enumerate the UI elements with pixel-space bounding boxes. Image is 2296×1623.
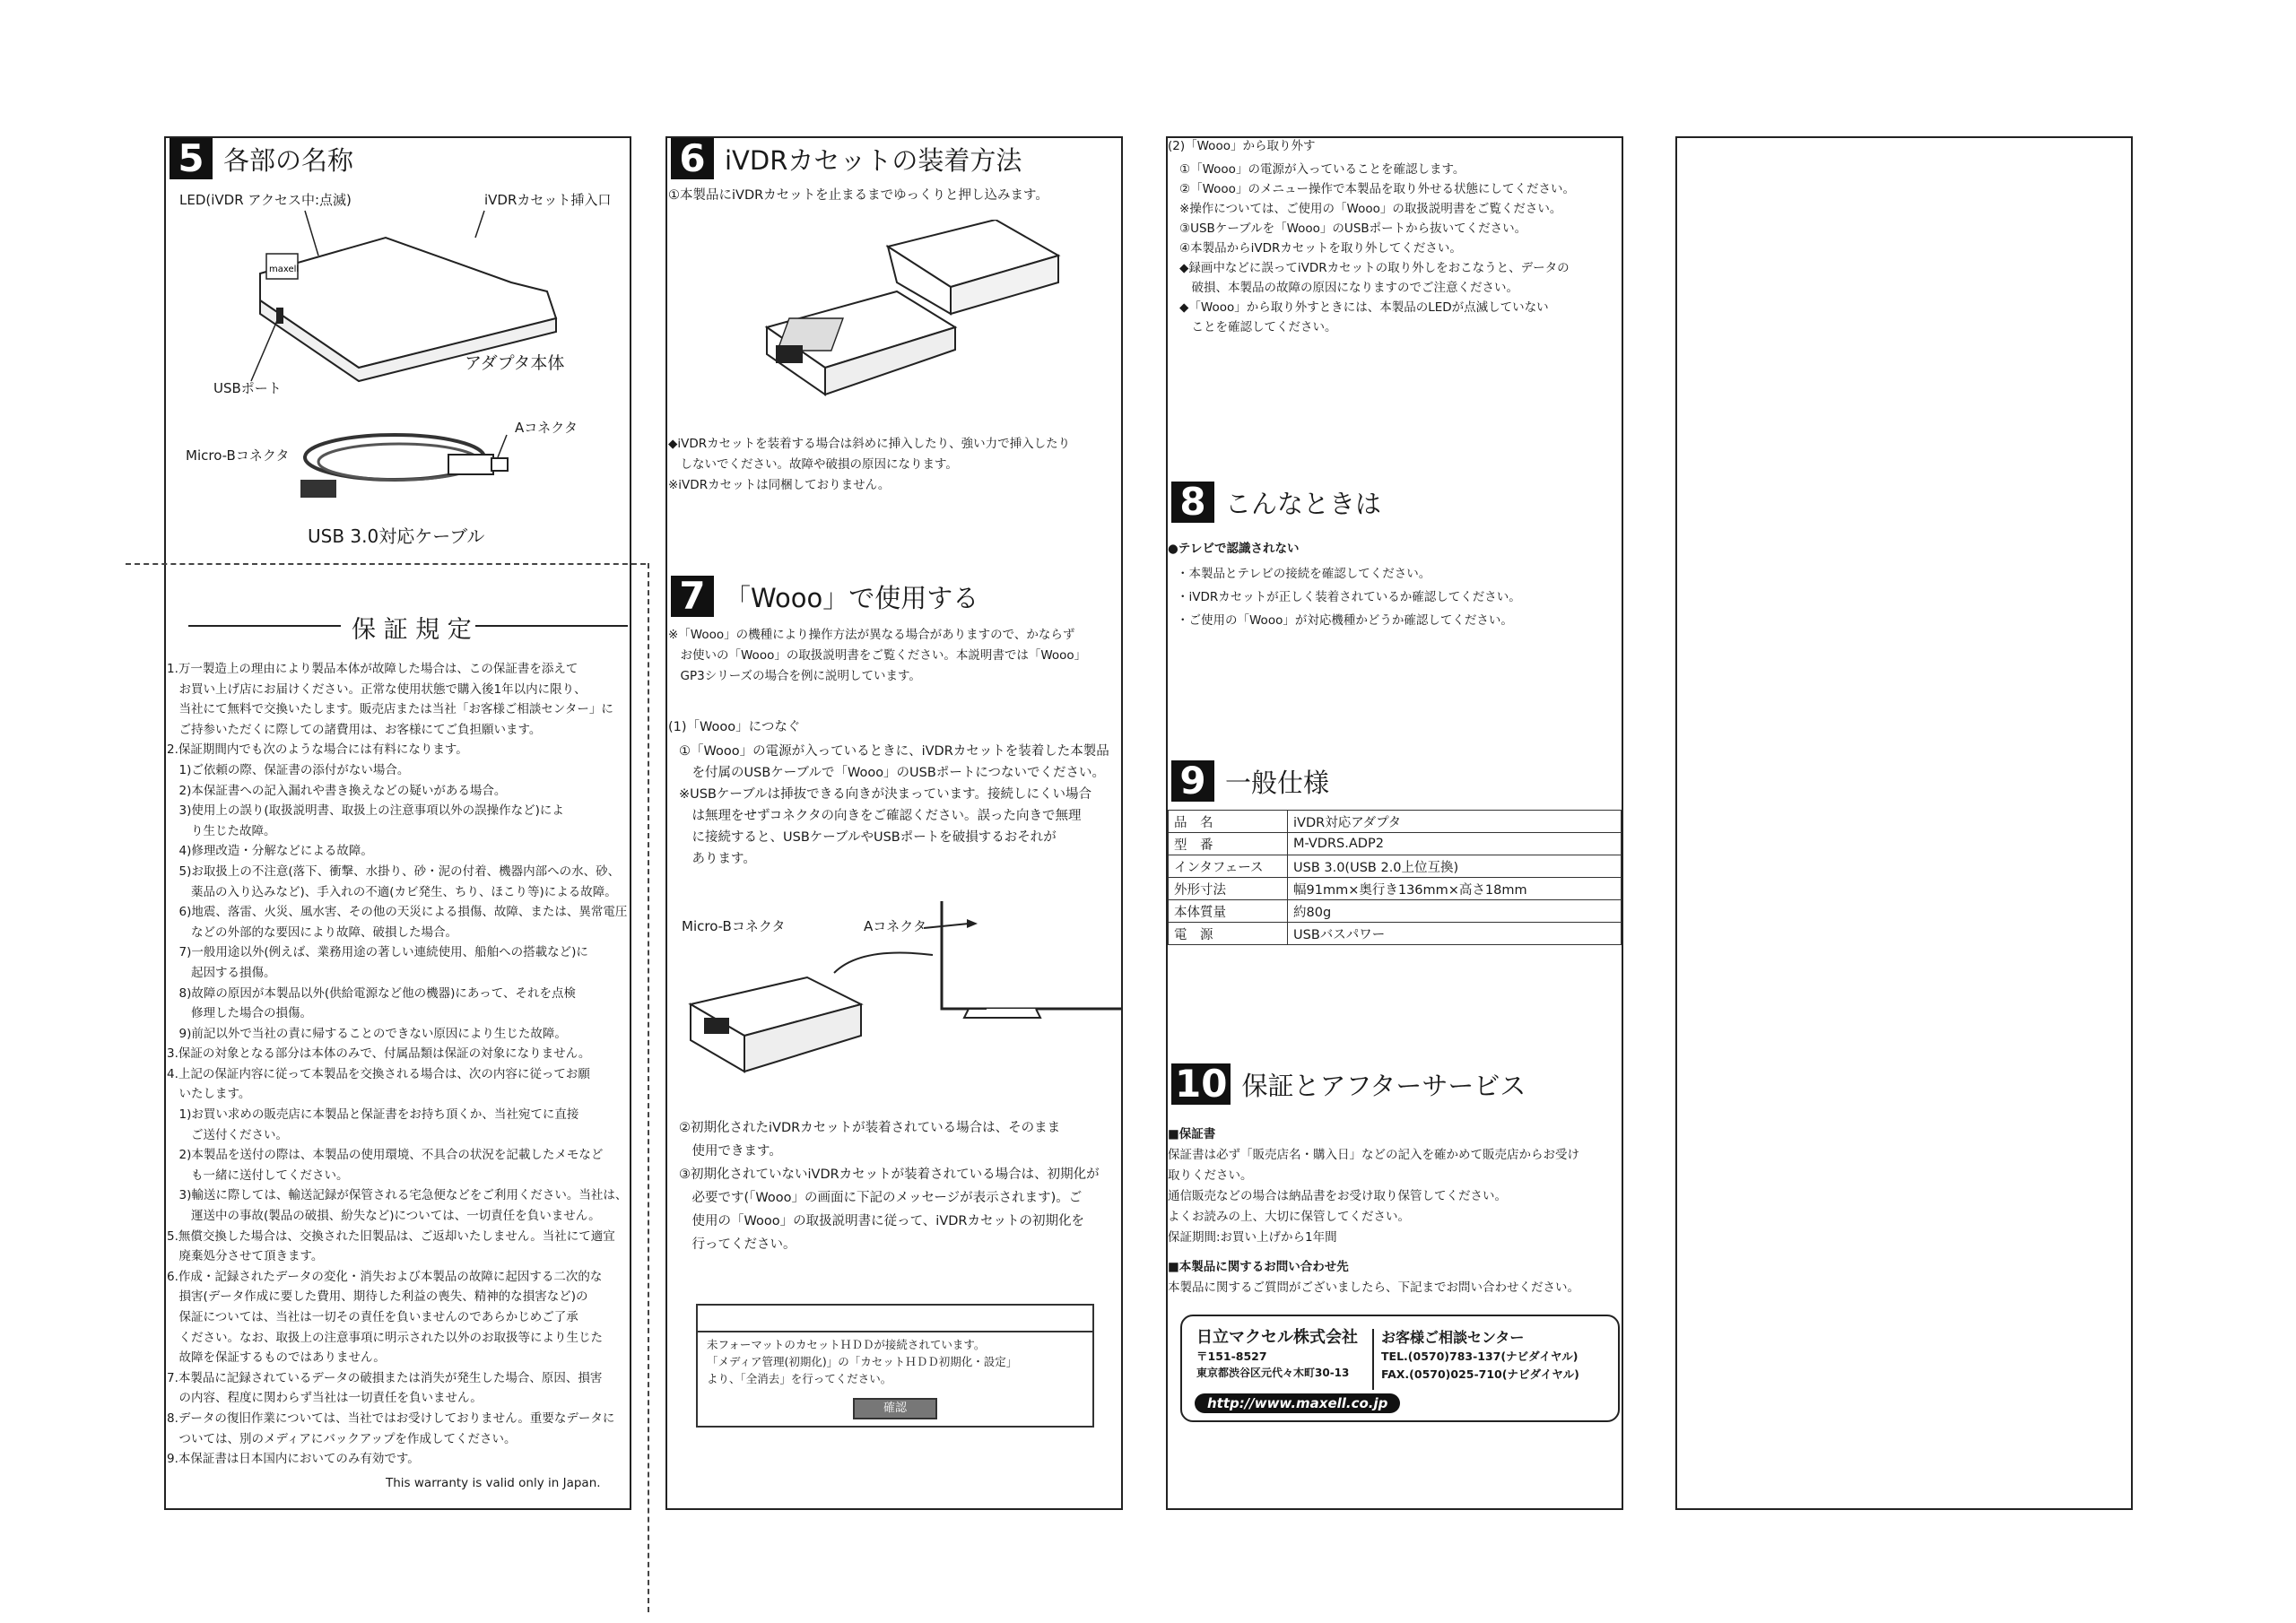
warranty-card-text <box>1168 1145 1579 1248</box>
microb-connector-label: Micro-Bコネクタ <box>186 447 290 464</box>
support-center-name: お客様ご相談センター <box>1381 1329 1525 1346</box>
text-line: 起因する損傷。 <box>167 965 276 980</box>
text-line: 1.万一製造上の理由により製品本体が故障した場合は、この保証書を添えて <box>167 662 578 676</box>
warranty-rule-left <box>188 625 341 627</box>
section-10-header <box>1171 1063 1526 1105</box>
text-line: などの外部的な要因により故障、破損した場合。 <box>167 924 457 940</box>
usb-port-label: USBポート <box>213 380 282 396</box>
wooo-remove-heading: (2)「Wooo」から取り外す <box>1168 139 1316 153</box>
led-label: LED(iVDR アクセス中:点滅) <box>179 192 352 208</box>
format-message-text <box>707 1336 1017 1387</box>
text-line: 保証については、当社は一切その責任を負いませんのであらかじめご了承 <box>167 1310 578 1324</box>
spec-row <box>1169 900 1622 923</box>
section-number: 5 <box>170 138 213 179</box>
text-line: 通信販売などの場合は納品書をお受け取り保管してください。 <box>1168 1189 1507 1203</box>
text-line: ◆iVDRカセットを装着する場合は斜めに挿入したり、強い力で挿入したり <box>668 437 1071 451</box>
text-line: 9.本保証書は日本国内においてのみ有効です。 <box>167 1452 420 1467</box>
usb-cable-label: USB 3.0対応ケーブル <box>308 525 485 547</box>
warranty-english: This warranty is valid only in Japan. <box>386 1476 601 1490</box>
text-line: 8.データの復旧作業については、当社ではお受けしておりません。重要なデータに <box>167 1410 615 1426</box>
text-line: ①「Wooo」の電源が入っているときに、iVDRカセットを装着した本製品 <box>679 744 1109 759</box>
text-line: 必要です(「Wooo」の画面に下記のメッセージが表示されます)。ご <box>679 1191 1083 1205</box>
section-number: 9 <box>1171 760 1214 802</box>
cut-line-vertical <box>648 563 649 1612</box>
text-line: GP3シリーズの場合を例に説明しています。 <box>668 669 921 683</box>
warranty-text <box>167 659 628 1470</box>
text-line: 1)ご依頼の際、保証書の添付がない場合。 <box>167 762 410 777</box>
microb-connector-label: Micro-Bコネクタ <box>682 918 786 934</box>
postal-code: 〒151-8527 <box>1196 1350 1267 1363</box>
text-line: 薬品の入り込みなど)、手入れの不適(カビ発生、ちり、ほこり等)による故障。 <box>167 884 617 899</box>
text-line: 2.保証期間内でも次のような場合には有料になります。 <box>167 742 468 758</box>
text-line: ②「Wooo」のメニュー操作で本製品を取り外せる状態にしてください。 <box>1179 182 1575 196</box>
text-line: 廃棄処分させて頂きます。 <box>167 1249 324 1264</box>
text-line: 故障を保証するものではありません。 <box>167 1350 386 1366</box>
text-line: ③USBケーブルを「Wooo」のUSBポートから抜いてください。 <box>1179 221 1527 236</box>
install-notes <box>668 434 1070 496</box>
maxell-website-link[interactable]: http://www.maxell.co.jp <box>1195 1393 1400 1413</box>
inquiry-heading: ■本製品に関するお問い合わせ先 <box>1168 1260 1349 1274</box>
section-6-header <box>671 138 1022 179</box>
text-line: の内容、程度に関わらず当社は一切責任を負いません。 <box>167 1391 483 1406</box>
contact-box <box>1180 1315 1620 1422</box>
text-line: 7)一般用途以外(例えば、業務用途の著しい連続使用、船舶への搭載など)に <box>167 945 588 960</box>
text-line: 当社にて無料で交換いたします。販売店または当社「お客様ご相談センター」に <box>167 702 613 717</box>
message-line: 「メディア管理(初期化)」の「カセットＨＤＤ初期化・設定」 <box>707 1355 1018 1368</box>
spec-key: 外形寸法 <box>1169 878 1288 900</box>
text-line: 6)地震、落雷、火災、風水害、その他の天災による損傷、故障、または、異常電圧 <box>167 905 628 920</box>
text-line: ※iVDRカセットは同梱しておりません。 <box>668 478 891 492</box>
text-line: を付属のUSBケーブルで「Wooo」のUSBポートにつないでください。 <box>679 766 1106 780</box>
spec-key: 電 源 <box>1169 923 1288 945</box>
spec-key: 本体質量 <box>1169 900 1288 923</box>
confirm-button[interactable]: 確認 <box>853 1398 937 1419</box>
text-line: 使用できます。 <box>679 1144 782 1159</box>
contact-divider <box>1372 1329 1374 1390</box>
company-address: 東京都渋谷区元代々木町30-13 <box>1196 1367 1350 1379</box>
slot-label: iVDRカセット挿入口 <box>484 192 612 208</box>
wooo-connect-steps <box>679 741 1109 870</box>
text-line: ・本製品とテレビの接続を確認してください。 <box>1177 567 1431 581</box>
spec-row <box>1169 811 1622 833</box>
section-number: 8 <box>1171 482 1214 523</box>
text-line: 5)お取扱上の不注意(落下、衝撃、水掛り、砂・泥の付着、機器内部への水、砂、 <box>167 864 621 879</box>
section-9-header <box>1171 760 1329 802</box>
text-line: 3)輸送に際しては、輸送記録が保管される宅急便などをご利用ください。当社は、 <box>167 1188 628 1203</box>
section-8-header <box>1171 482 1381 523</box>
support-tel: TEL.(0570)783-137(ナビダイヤル) <box>1381 1350 1578 1363</box>
spec-key: インタフェース <box>1169 855 1288 878</box>
section-number: 7 <box>671 576 714 617</box>
text-line: ※「Wooo」の機種により操作方法が異なる場合がありますので、かならず <box>668 628 1075 642</box>
text-line: 8)故障の原因が本製品以外(供給電源など他の機器)にあって、それを点検 <box>167 985 576 1001</box>
company-name: 日立マクセル株式会社 <box>1196 1328 1358 1347</box>
support-fax: FAX.(0570)025-710(ナビダイヤル) <box>1381 1367 1579 1381</box>
section-title: 「Wooo」で使用する <box>725 582 979 613</box>
section-number: 10 <box>1171 1063 1231 1105</box>
text-line: 4.上記の保証内容に従って本製品を交換される場合は、次の内容に従ってお願 <box>167 1066 590 1081</box>
panel-blank <box>1675 136 2133 1510</box>
text-line: ①「Wooo」の電源が入っていることを確認します。 <box>1179 162 1465 177</box>
svg-text:maxell: maxell <box>269 265 300 274</box>
spec-value: iVDR対応アダプタ <box>1288 811 1622 833</box>
text-line: 保証期間:お買い上げから1年間 <box>1168 1230 1337 1245</box>
text-line: ②初期化されたiVDRカセットが装着されている場合は、そのまま <box>679 1121 1061 1135</box>
warranty-title: 保 証 規 定 <box>352 616 472 644</box>
text-line: 2)本保証書への記入漏れや書き換えなどの疑いがある場合。 <box>167 783 507 798</box>
install-step-1: ①本製品にiVDRカセットを止まるまでゆっくりと押し込みます。 <box>668 188 1048 203</box>
warranty-rule-right <box>475 625 628 627</box>
usb-cable-illustration <box>296 417 529 516</box>
text-line: 5.無償交換した場合は、交換された旧製品は、ご返却いたしません。当社にて適宜 <box>167 1228 615 1244</box>
spec-value: 幅91mm×奥行き136mm×高さ18mm <box>1288 878 1622 900</box>
text-line: ④本製品からiVDRカセットを取り外してください。 <box>1179 241 1462 256</box>
text-line: 6.作成・記録されたデータの変化・消失および本製品の故障に起因する二次的な <box>167 1269 603 1284</box>
spec-key: 型 番 <box>1169 833 1288 855</box>
text-line: ※USBケーブルは挿抜できる向きが決まっています。接続しにくい場合 <box>679 787 1091 802</box>
spec-table <box>1168 810 1622 945</box>
text-line: 2)本製品を送付の際は、本製品の使用環境、不具合の状況を記載したメモなど <box>167 1148 604 1163</box>
text-line: お使いの「Wooo」の取扱説明書をご覧ください。本説明書では「Wooo」 <box>668 648 1087 663</box>
text-line: ③初期化されていないiVDRカセットが装着されている場合は、初期化が <box>679 1167 1100 1182</box>
text-line: お買い上げ店にお届けください。正常な使用状態で購入後1年以内に限り、 <box>167 681 587 697</box>
a-connector-label: Aコネクタ <box>864 918 926 934</box>
adapter-body-label: アダプタ本体 <box>465 353 565 373</box>
text-line: ◆「Wooo」から取り外すときには、本製品のLEDが点滅していない <box>1179 300 1549 315</box>
text-line: ことを確認してください。 <box>1179 320 1337 334</box>
text-line: ご送付ください。 <box>167 1127 288 1142</box>
section-number: 6 <box>671 138 714 179</box>
wooo-intro <box>668 625 1086 687</box>
text-line: しないでください。故障や破損の原因になります。 <box>668 457 958 472</box>
text-line: 運送中の事故(製品の破損、紛失など)については、一切責任を負いません。 <box>167 1209 601 1224</box>
inquiry-text: 本製品に関するご質問がございましたら、下記までお問い合わせください。 <box>1168 1280 1579 1295</box>
text-line: 7.本製品に記録されているデータの破損または消失が発生した場合、原因、損害 <box>167 1370 603 1385</box>
wooo-remove-steps <box>1179 160 1575 337</box>
spec-value: USBバスパワー <box>1288 923 1622 945</box>
text-line: 4)修理改造・分解などによる故障。 <box>167 844 373 859</box>
section-title: 各部の名称 <box>223 144 354 176</box>
spec-row <box>1169 833 1622 855</box>
text-line: 破損、本製品の故障の原因になりますのでご注意ください。 <box>1179 281 1518 295</box>
text-line: 3.保証の対象となる部分は本体のみで、付属品類は保証の対象になりません。 <box>167 1046 591 1062</box>
troubleshoot-answers <box>1177 562 1521 632</box>
cassette-insert-illustration <box>762 220 1067 417</box>
text-line: ・iVDRカセットが正しく装着されているか確認してください。 <box>1177 590 1521 604</box>
text-line: ・ご使用の「Wooo」が対応機種かどうか確認してください。 <box>1177 613 1513 628</box>
text-line: り生じた故障。 <box>167 823 276 838</box>
text-line: いたします。 <box>167 1087 251 1102</box>
spec-row <box>1169 923 1622 945</box>
tv-connection-illustration <box>682 901 1121 1089</box>
wooo-connect-heading: (1)「Wooo」につなぐ <box>668 720 801 734</box>
troubleshoot-question: ●テレビで認識されない <box>1168 542 1300 556</box>
section-title: 保証とアフターサービス <box>1241 1070 1526 1101</box>
message-line: 未フォーマットのカセットＨＤＤが接続されています。 <box>707 1338 986 1351</box>
section-title: iVDRカセットの装着方法 <box>725 144 1022 176</box>
wooo-init-steps <box>679 1116 1100 1256</box>
spec-value: M-VDRS.ADP2 <box>1288 833 1622 855</box>
text-line: 1)お買い求めの販売店に本製品と保証書をお持ち頂くか、当社宛てに直接 <box>167 1107 579 1123</box>
section-title: 一般仕様 <box>1225 767 1330 798</box>
text-line: 取りください。 <box>1168 1168 1253 1183</box>
text-line: あります。 <box>679 852 756 866</box>
format-message-box <box>696 1304 1094 1428</box>
cut-line-horizontal <box>126 563 646 565</box>
text-line: も一緒に送付してください。 <box>167 1167 349 1183</box>
section-5-header <box>170 138 353 179</box>
text-line: に接続すると、USBケーブルやUSBポートを破損するおそれが <box>679 830 1057 845</box>
text-line: 9)前記以外で当社の責に帰することのできない原因により生じた故障。 <box>167 1026 567 1041</box>
text-line: 修理した場合の損傷。 <box>167 1006 312 1021</box>
spec-key: 品 名 <box>1169 811 1288 833</box>
text-line: ◆録画中などに誤ってiVDRカセットの取り外しをおこなうと、データの <box>1179 261 1570 275</box>
section-title: こんなときは <box>1225 488 1382 519</box>
spec-row <box>1169 878 1622 900</box>
text-line: 行ってください。 <box>679 1237 796 1252</box>
a-connector-label: Aコネクタ <box>515 420 578 436</box>
section-7-header <box>671 576 978 617</box>
spec-value: USB 3.0(USB 2.0上位互換) <box>1288 855 1622 878</box>
text-line: 保証書は必ず「販売店名・購入日」などの記入を確かめて販売店からお受け <box>1168 1148 1579 1162</box>
text-line: 損害(データ作成に要した費用、期待した利益の喪失、精神的な損害など)の <box>167 1289 588 1305</box>
text-line: ください。なお、取扱上の注意事項に明示された以外のお取扱等により生じた <box>167 1330 603 1345</box>
text-line: ※操作については、ご使用の「Wooo」の取扱説明書をご覧ください。 <box>1179 202 1562 216</box>
text-line: は無理をせずコネクタの向きをご確認ください。誤った向きで無理 <box>679 809 1082 823</box>
warranty-card-heading: ■保証書 <box>1168 1127 1216 1141</box>
text-line: よくお読みの上、大切に保管してください。 <box>1168 1210 1410 1224</box>
text-line: ついては、別のメディアにバックアップを作成してください。 <box>167 1431 517 1446</box>
message-line: より、「全消去」を行ってください。 <box>707 1372 892 1385</box>
text-line: ご持参いただくに際しての諸費用は、お客様にてご負担願います。 <box>167 722 542 737</box>
text-line: 3)使用上の誤り(取扱説明書、取扱上の注意事項以外の誤操作など)によ <box>167 803 564 819</box>
text-line: 使用の「Wooo」の取扱説明書に従って、iVDRカセットの初期化を <box>679 1214 1084 1228</box>
spec-value: 約80g <box>1288 900 1622 923</box>
spec-row <box>1169 855 1622 878</box>
